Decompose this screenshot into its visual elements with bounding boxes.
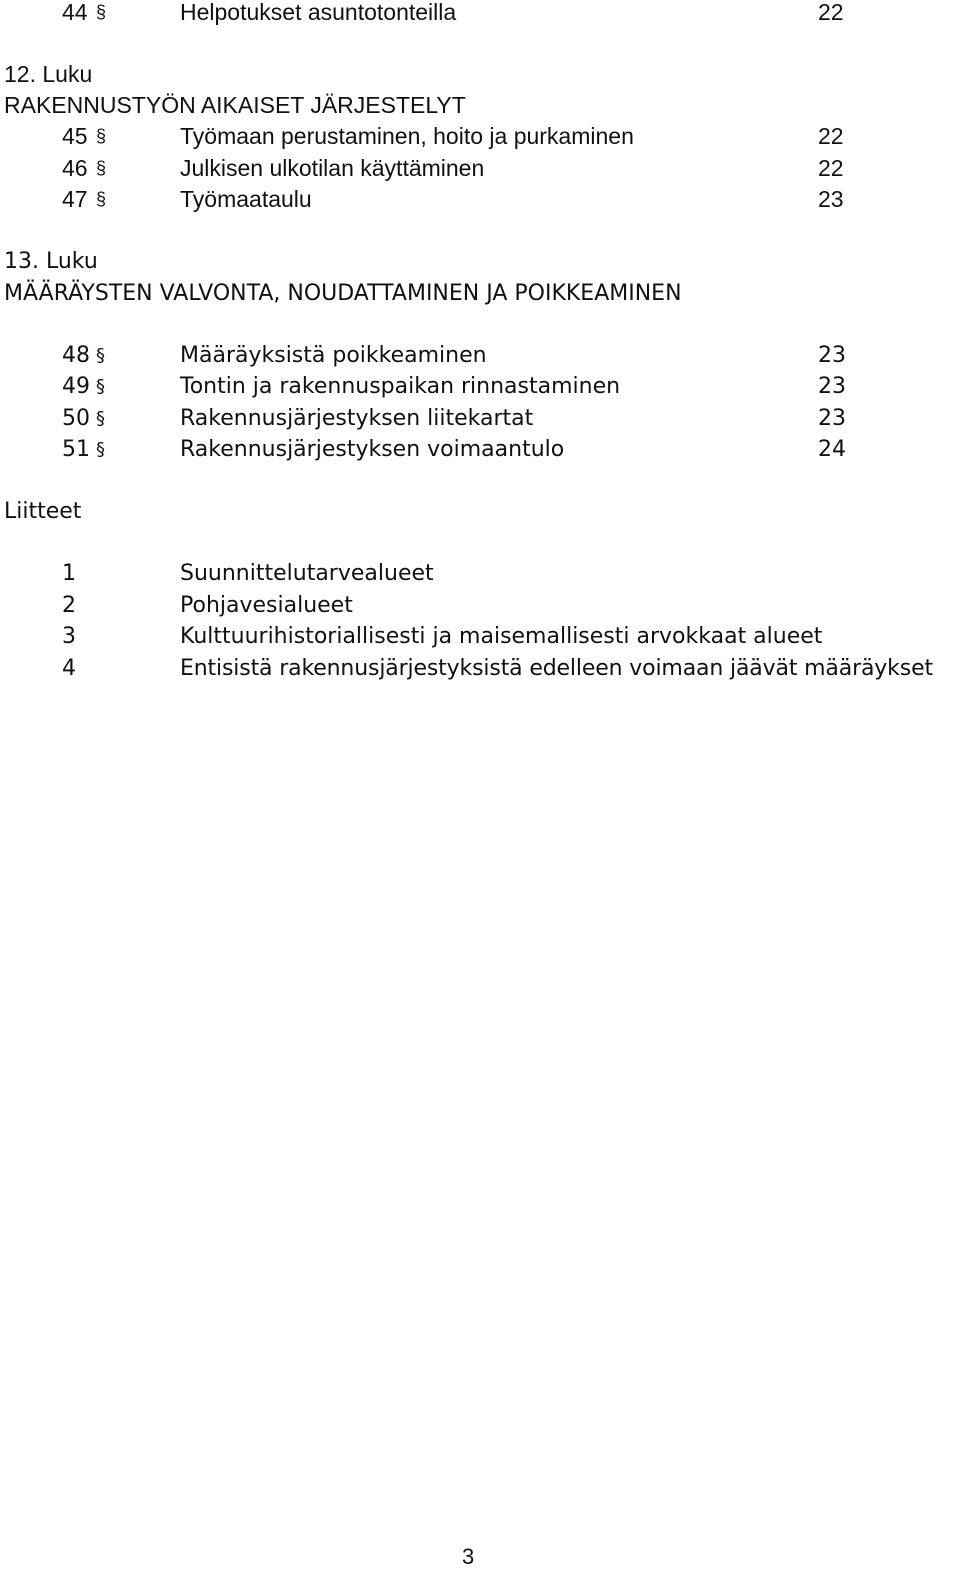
appendix-title: Pohjavesialueet — [180, 593, 353, 618]
section-sign: § — [96, 439, 105, 460]
appendix-title: Kulttuurihistoriallisesti ja maisemallisesti arvokkaat alueet — [180, 624, 823, 649]
section-number: 51 — [62, 437, 90, 462]
entry-title: Työmaan perustaminen, hoito ja purkaminen — [180, 123, 634, 149]
chapter-label: 13. Luku — [4, 249, 98, 274]
section-sign: § — [96, 126, 107, 146]
section-sign: § — [96, 376, 105, 397]
entry-title: Määräyksistä poikkeaminen — [180, 343, 487, 368]
entry-title: Helpotukset asuntotonteilla — [180, 0, 457, 25]
entry-title: Tontin ja rakennuspaikan rinnastaminen — [180, 374, 621, 399]
appendix-number: 4 — [62, 656, 76, 681]
section-number: 50 — [62, 406, 90, 431]
entry-title: Työmaataulu — [180, 186, 312, 212]
entry-title: Rakennusjärjestyksen voimaantulo — [180, 437, 565, 462]
page-ref: 22 — [818, 0, 844, 25]
appendix-number: 1 — [62, 561, 76, 586]
chapter-heading: RAKENNUSTYÖN AIKAISET JÄRJESTELYT — [4, 92, 466, 118]
chapter-label: 12. Luku — [4, 61, 93, 87]
section-number: 47 — [62, 186, 88, 212]
section-sign: § — [96, 158, 107, 178]
chapter-heading: MÄÄRÄYSTEN VALVONTA, NOUDATTAMINEN JA POIKKEAMINEN — [4, 281, 682, 306]
page-ref: 23 — [818, 406, 846, 431]
page-ref: 22 — [818, 155, 844, 181]
page-ref: 22 — [818, 123, 844, 149]
page-ref: 23 — [818, 186, 844, 212]
section-sign: § — [96, 408, 105, 429]
section-sign: § — [96, 2, 107, 22]
entry-title: Rakennusjärjestyksen liitekartat — [180, 406, 534, 431]
section-sign: § — [96, 345, 105, 366]
appendix-number: 3 — [62, 624, 76, 649]
section-number: 49 — [62, 374, 90, 399]
section-sign: § — [96, 189, 107, 209]
entry-title: Julkisen ulkotilan käyttäminen — [180, 155, 485, 181]
section-number: 45 — [62, 123, 88, 149]
section-number: 48 — [62, 343, 90, 368]
appendix-number: 2 — [62, 593, 76, 618]
page-number: 3 — [462, 1544, 475, 1569]
page-ref: 24 — [818, 437, 846, 462]
page-ref: 23 — [818, 343, 846, 368]
section-number: 46 — [62, 155, 88, 181]
page-ref: 23 — [818, 374, 846, 399]
appendix-title: Entisistä rakennusjärjestyksistä edelleen voimaan jäävät määräykset — [180, 656, 933, 681]
section-heading: Liitteet — [4, 499, 82, 524]
appendix-title: Suunnittelutarvealueet — [180, 561, 434, 586]
section-number: 44 — [62, 0, 88, 25]
